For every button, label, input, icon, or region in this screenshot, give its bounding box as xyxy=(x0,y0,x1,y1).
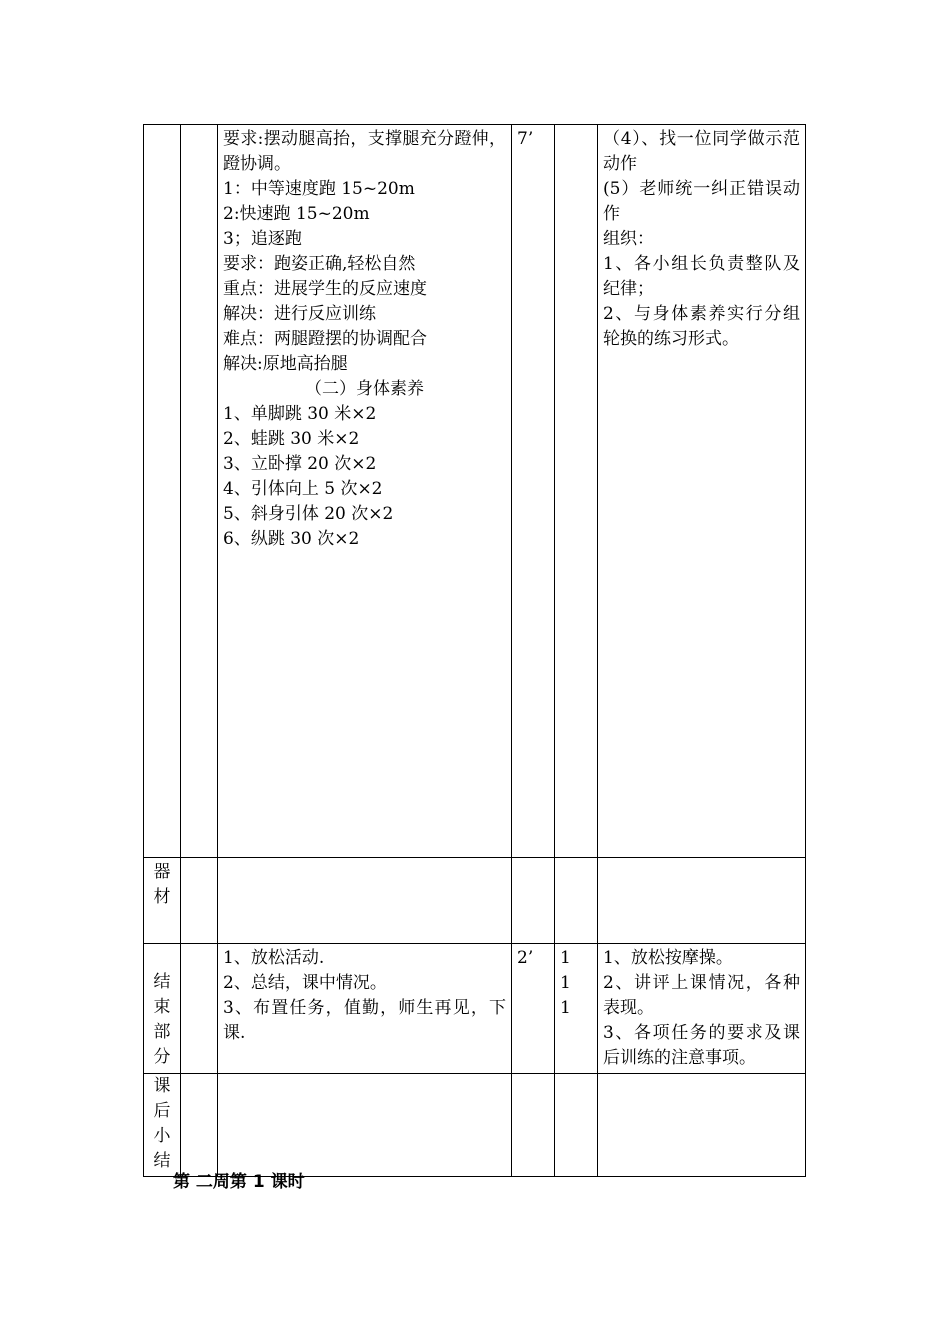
main-practice-row xyxy=(144,125,806,858)
count-value: 1 xyxy=(560,973,571,993)
empty-cell xyxy=(512,1074,555,1177)
content-line: 难点：两腿蹬摆的协调配合 xyxy=(223,329,427,349)
section-heading: （二）身体素养 xyxy=(305,379,424,399)
content-line: 2、总结，课中情况。 xyxy=(223,973,387,993)
empty-cell xyxy=(218,858,512,944)
summary-label-cell xyxy=(144,1074,181,1177)
section-label-cell xyxy=(144,125,181,858)
label-char: 分 xyxy=(153,1047,171,1067)
note-line: 组织： xyxy=(603,229,654,249)
sub-label-cell xyxy=(181,125,218,858)
note-line: 2、与身体素养实行分组轮换的练习形式。 xyxy=(603,304,800,349)
exercise-item: 6、纵跳 30 次×2 xyxy=(223,529,360,549)
exercise-item: 2、蛙跳 30 米×2 xyxy=(223,429,360,449)
label-char: 束 xyxy=(153,997,171,1017)
note-line: 1、各小组长负责整队及纪律； xyxy=(603,254,800,299)
content-line: 1：中等速度跑 15~20m xyxy=(223,179,415,199)
equipment-row xyxy=(144,858,806,944)
content-line: 要求:摆动腿高抬，支撑腿充分蹬伸，蹬协调。 xyxy=(223,129,506,174)
time-cell xyxy=(512,125,555,858)
label-char: 小 xyxy=(153,1126,171,1146)
note-line: 1、放松按摩操。 xyxy=(603,948,733,968)
empty-cell xyxy=(218,1074,512,1177)
label-char: 后 xyxy=(153,1101,171,1121)
empty-cell xyxy=(555,858,598,944)
empty-cell xyxy=(555,1074,598,1177)
exercise-item: 3、立卧撑 20 次×2 xyxy=(223,454,377,474)
exercise-item: 1、单脚跳 30 米×2 xyxy=(223,404,377,424)
teaching-content-cell xyxy=(218,125,512,858)
summary-row xyxy=(144,1074,806,1177)
label-char: 材 xyxy=(153,887,171,907)
empty-cell xyxy=(181,858,218,944)
exercise-item: 5、斜身引体 20 次×2 xyxy=(223,504,394,524)
content-line: 重点：进展学生的反应速度 xyxy=(223,279,427,299)
label-char: 课 xyxy=(153,1076,171,1096)
count-cell xyxy=(555,944,598,1074)
ending-label-cell xyxy=(144,944,181,1074)
empty-cell xyxy=(181,944,218,1074)
content-line: 3；追逐跑 xyxy=(223,229,302,249)
ending-content-cell xyxy=(218,944,512,1074)
content-line: 2:快速跑 15~20m xyxy=(223,204,370,224)
note-line: 3、各项任务的要求及课后训练的注意事项。 xyxy=(603,1023,800,1068)
ending-part-row xyxy=(144,944,806,1074)
time-cell xyxy=(512,944,555,1074)
exercise-item: 4、引体向上 5 次×2 xyxy=(223,479,383,499)
lesson-plan-table xyxy=(143,124,806,1177)
label-char: 器 xyxy=(153,862,171,882)
empty-cell xyxy=(598,1074,806,1177)
count-value: 1 xyxy=(560,998,571,1018)
empty-cell xyxy=(181,1074,218,1177)
label-char: 结 xyxy=(153,1151,171,1171)
empty-cell xyxy=(598,858,806,944)
content-line: 3、布置任务，值勤，师生再见，下课. xyxy=(223,998,506,1043)
ending-notes-cell xyxy=(598,944,806,1074)
note-line: （4）、找一位同学做示范动作 xyxy=(603,129,800,174)
organization-notes-cell xyxy=(598,125,806,858)
content-line: 要求：跑姿正确,轻松自然 xyxy=(223,254,416,274)
week-lesson-caption: 第 二周第 1 课时 xyxy=(173,1172,305,1192)
content-line: 解决：进行反应训练 xyxy=(223,304,376,324)
time-value: 2’ xyxy=(517,948,534,968)
content-line: 1、放松活动. xyxy=(223,948,325,968)
count-value: 1 xyxy=(560,948,571,968)
empty-cell xyxy=(512,858,555,944)
content-line: 解决:原地高抬腿 xyxy=(223,354,348,374)
note-line: 2、讲评上课情况，各种表现。 xyxy=(603,973,800,1018)
equipment-label-cell xyxy=(144,858,181,944)
label-char: 结 xyxy=(153,972,171,992)
note-line: (5）老师统一纠正错误动作 xyxy=(603,179,800,224)
count-cell xyxy=(555,125,598,858)
label-char: 部 xyxy=(153,1022,171,1042)
time-value: 7’ xyxy=(517,129,534,149)
